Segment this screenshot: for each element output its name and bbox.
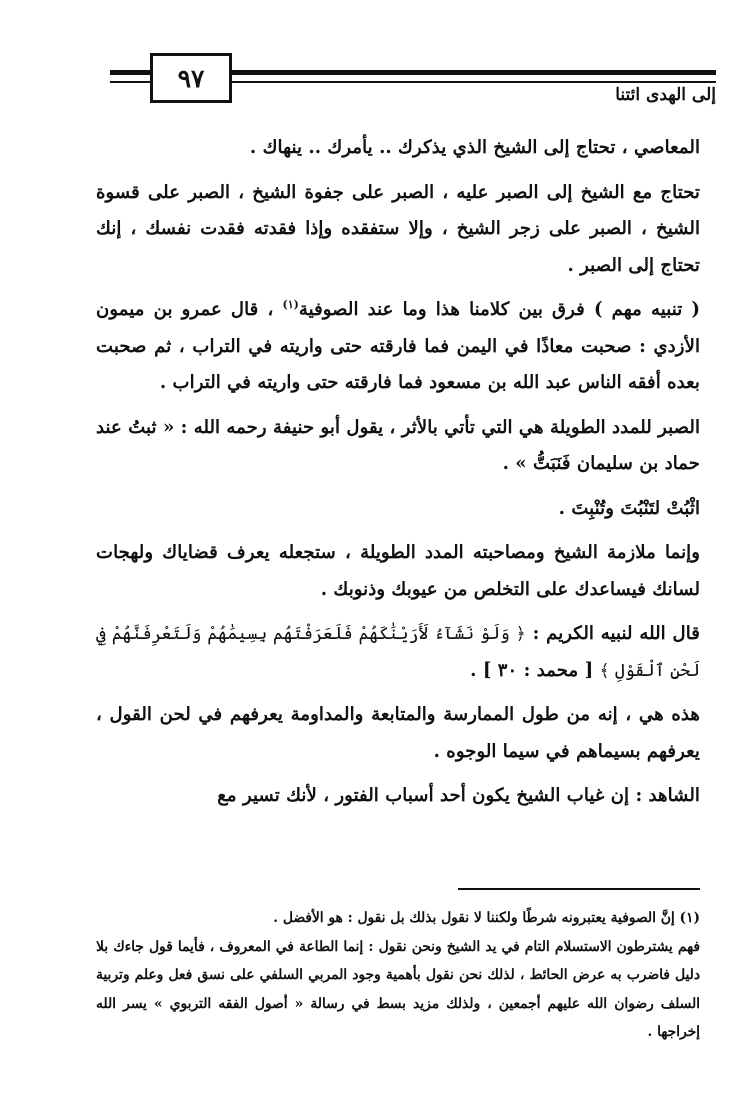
- paragraph-text: ( تنبيه مهم ) فرق بين كلامنا هذا وما عند الصوفية: [298, 299, 700, 320]
- paragraph-text: ، قال عمرو بن ميمون الأزدي : صحبت معاذًا في اليمن فما فارقته حتى واريته في التراب ، ثم صحبت بعده أفقه الناس عبد الله بن مسعود فما فارقته حتى واريته في التراب .: [96, 299, 700, 393]
- footnote-marker: (١): [282, 297, 299, 311]
- paragraph: اثْبُتْ لتَنْبُتَ وتُنْبِتَ .: [558, 497, 700, 519]
- verse-reference: [ محمد : ٣٠ ] .: [470, 659, 600, 681]
- paragraph: [96, 292, 700, 402]
- footnote-separator: [458, 888, 700, 890]
- paragraph: [96, 616, 700, 689]
- footnote: (١) إنَّ الصوفية يعتبرونه شرطًا ولكننا لا نقول بذلك بل نقول : هو الأفضل .: [273, 910, 700, 926]
- paragraph: المعاصي ، تحتاج إلى الشيخ الذي يذكرك .. يأمرك .. ينهاك .: [249, 137, 700, 158]
- paragraph: الصبر للمدد الطويلة هي التي تأتي بالأثر ، يقول أبو حنيفة رحمه الله : « ثبتُ عند حماد بن سليمان فَنَبَتُّ » .: [95, 416, 700, 474]
- paragraph: الشاهد : إن غياب الشيخ يكون أحد أسباب الفتور ، لأنك تسير مع: [217, 785, 700, 806]
- footnote: فهم يشترطون الاستسلام التام في يد الشيخ ونحن نقول : إنما الطاعة في المعروف ، فأيما قول جاءك بلا دليل فاضرب به عرض الحائط ، لذلك نحن نقول بأهمية وجود المربي السلفي على نسق فعل وعلم وتربية السلف رضوان الله عليهم أجمعين ، ولذلك مزيد بسط في رسالة « أصول الفقه التربوي » يسر الله إخراجها .: [96, 938, 700, 1040]
- main-text: [96, 130, 700, 823]
- paragraph: وإنما ملازمة الشيخ ومصاحبته المدد الطويلة ، ستجعله يعرف قضاياك ولهجات لسانك فيساعدك على التخلص من عيوبك وذنوبك .: [96, 542, 700, 600]
- page-number: ٩٧: [150, 53, 232, 103]
- paragraph: تحتاج مع الشيخ إلى الصبر عليه ، الصبر على جفوة الشيخ ، الصبر على قسوة الشيخ ، الصبر على زجر الشيخ ، وإلا ستفقده وإذا فقدته فقدت نفسك ، إنك تحتاج إلى الصبر .: [96, 181, 700, 276]
- footnotes: [96, 904, 700, 1047]
- paragraph: هذه هي ، إنه من طول الممارسة والمتابعة والمداومة يعرفهم في لحن القول ، يعرفهم بسيماهم في سيما الوجوه .: [96, 704, 700, 762]
- quran-verse: ﴿ وَلَوْ نَشَآءُ لَأَرَيْنَٰكَهُمْ فَلَعَرَفْتَهُم بِسِيمَٰهُمْ وَلَتَعْرِفَنَّهُمْ فِي لَحْنِ ٱلْقَوْلِ ﴾: [96, 624, 700, 681]
- page-header: [110, 48, 716, 108]
- paragraph-text: قال الله لنبيه الكريم :: [525, 623, 700, 644]
- running-title: إلى الهدى ائتنا: [607, 85, 716, 105]
